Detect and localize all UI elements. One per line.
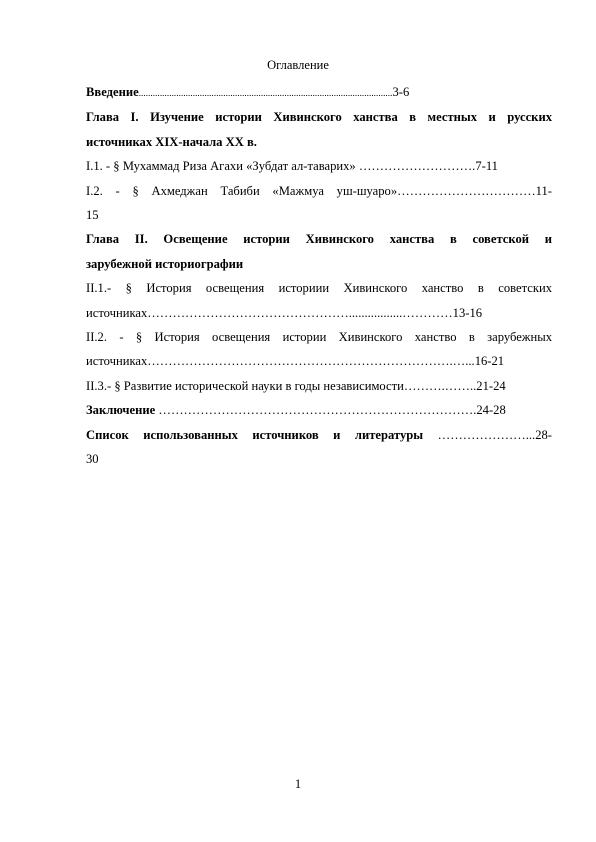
toc-entry-section-2-1: II.1.- § История освещения историии Хивинского ханство в советских <box>86 281 552 296</box>
toc-entry-bibliography <box>86 423 552 447</box>
page-number: 1 <box>294 777 302 791</box>
toc-entry-section-2-2-cont: источниках……………………………………………………………….…...16-21 <box>86 354 505 369</box>
toc-entry-section-1-1: I.1. - § Мухаммад Риза Агахи «Зубдат ал-таварих» ……………………….7-11 <box>86 159 498 174</box>
toc-entry-section-2-1-cont: источниках………………………………………….................…………13-16 <box>86 305 483 320</box>
toc-entry-chapter-1-cont: источниках XIX-начала XX в. <box>86 134 257 149</box>
toc-entry-line: Глава I. Изучение истории Хивинского ханства в местных и русских <box>86 110 552 125</box>
toc-entry-chapter-1 <box>86 105 552 129</box>
toc-entry-heading: Заключение <box>86 403 156 418</box>
toc-entry-section-1-2-cont: 15 <box>86 208 99 223</box>
toc-entry-heading: Введение <box>86 85 139 99</box>
toc-entry-conclusion <box>86 398 552 422</box>
toc-entry-chapter-2: Глава II. Освещение истории Хивинского ханства в советской и <box>86 232 552 247</box>
table-of-contents <box>86 80 552 472</box>
toc-entry-section-1-2: I.2. - § Ахмеджан Табиби «Мажмуа уш-шуаро»……………………………11- <box>86 183 552 198</box>
toc-entry-leader-page: ………………………………………………………………….24-28 <box>155 403 506 418</box>
toc-entry-section-2-3: II.3.- § Развитие исторической науки в годы независимости……….……..21-24 <box>86 378 506 393</box>
toc-title: Оглавление <box>267 58 329 72</box>
toc-entry-heading: Список использованных источников и литературы <box>86 427 424 442</box>
toc-entry-section-2-2: II.2. - § История освещения истории Хивинского ханство в зарубежных <box>86 330 552 345</box>
toc-entry-page: 3-6 <box>392 85 410 99</box>
toc-entry-leader-page: …………………...28- <box>423 427 552 442</box>
toc-entry-bibliography-cont: 30 <box>86 452 99 467</box>
toc-dot-leader: ............................................................................................................ <box>138 88 393 98</box>
toc-entry-introduction <box>86 80 552 105</box>
toc-entry-chapter-2-cont: зарубежной историографии <box>86 256 244 271</box>
